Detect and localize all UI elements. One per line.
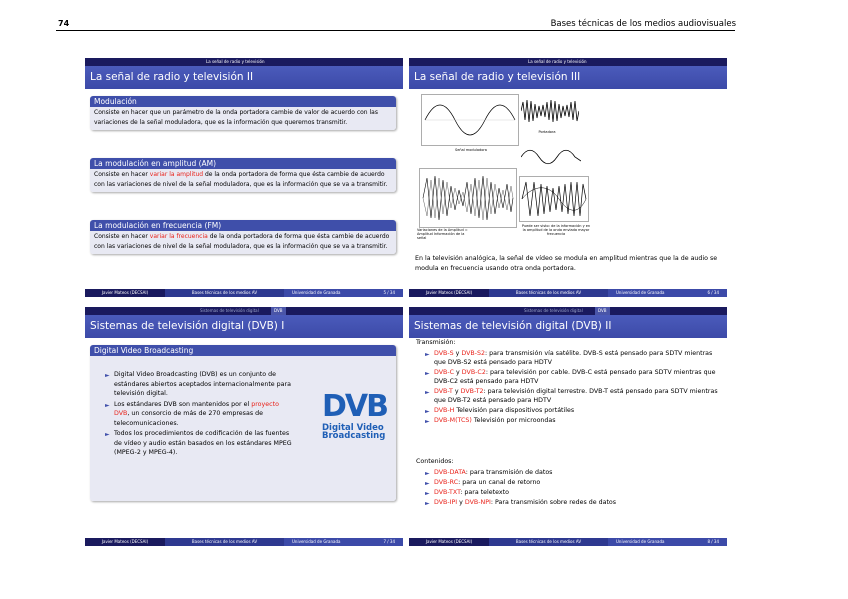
dvb-logo: [322, 390, 396, 450]
slide-title: La señal de radio y televisión III: [409, 66, 727, 89]
slide-text: En la televisión analógica, la señal de vídeo se modula en amplitud mientras que la de audio se modula en frecuencia usando otra onda portadora.: [415, 255, 718, 272]
list-text: : para televisión digital terrestre. DVB-T está pensado para SDTV mientras que DVB-T2 está pensado para HDTV: [434, 388, 718, 404]
slide-4: [409, 307, 727, 546]
block-text: Consiste en hacer: [94, 233, 150, 240]
contenidos-label: Contenidos:: [416, 458, 454, 465]
page-number: 74: [58, 19, 70, 28]
figure-label-frecuencia: Puede ser visto: de la información y en la amplitud de la onda enviada mayor frecuencia: [521, 224, 591, 236]
block-body: [90, 107, 396, 130]
list-item: [104, 429, 294, 458]
standard-link[interactable]: DVB-S2: [461, 350, 486, 357]
footer-university-block: [608, 289, 727, 297]
footer-university-block: [284, 289, 403, 297]
block-title: La modulación en amplitud (AM): [90, 158, 396, 169]
footer-author: Javier Mateos (DECSAI): [409, 289, 489, 297]
block-text: Consiste en hacer que un parámetro de la onda portadora cambie de valor de acuerdo con las variaciones de la señal moduladora, que es la información que queremos transmitir.: [94, 109, 378, 126]
bullet-icon: ►: [425, 500, 430, 507]
block-body: [90, 356, 396, 501]
standard-link[interactable]: DVB-TXT: [434, 489, 461, 496]
bullet-icon: ►: [425, 490, 430, 497]
list-text: Los estándares DVB son mantenidos por el: [114, 400, 252, 408]
highlight-text: variar la frecuencia: [149, 233, 208, 240]
contenidos-list: [424, 468, 724, 508]
list-text: : Para transmisión sobre redes de datos: [490, 499, 617, 506]
header-rule: [56, 30, 735, 31]
nav-tab-dvb[interactable]: DVB: [595, 307, 610, 315]
block-title: La modulación en frecuencia (FM): [90, 220, 396, 231]
list-text: Digital Video Broadcasting (DVB) es un conjunto de estándares abiertos aceptados internacionalmente para televisión digital.: [114, 371, 291, 397]
block-text: Consiste en hacer: [94, 171, 150, 178]
list-text: : para teletexto: [460, 489, 509, 496]
slide-footer: [409, 538, 727, 546]
footer-author: Javier Mateos (DECSAI): [409, 538, 489, 546]
footer-university: Universidad de Granada: [292, 539, 341, 544]
footer-page: 7 / 34: [383, 539, 395, 544]
list-item: [424, 406, 724, 415]
slide-1: [85, 58, 403, 297]
slide-footer: [85, 289, 403, 297]
footer-university: Universidad de Granada: [616, 290, 665, 295]
slide-2: [409, 58, 727, 297]
bullet-icon: ►: [105, 372, 110, 379]
list-item: [104, 370, 294, 399]
list-text: : para transmisión vía satélite. DVB-S está pensado para SDTV mientras que DVB-S2 está pensado para HDTV: [434, 350, 713, 366]
carrier-figure: [521, 148, 581, 166]
modulating-signal-figure: [421, 94, 519, 146]
bullet-icon: ►: [425, 470, 430, 477]
list-text: : para transmisión de datos: [465, 469, 553, 476]
list-item: [424, 468, 724, 477]
nav-tab-dvb[interactable]: DVB: [271, 307, 286, 315]
page-header-title: Bases técnicas de los medios audiovisuales: [550, 19, 736, 29]
list-item: [424, 478, 724, 487]
nav-section-digital[interactable]: Sistemas de televisión digital: [524, 308, 583, 313]
list-text: Televisión para dispositivos portátiles: [454, 407, 575, 414]
slide-nav: [85, 58, 403, 66]
footer-university: Universidad de Granada: [616, 539, 665, 544]
list-text: : para un canal de retorno: [458, 479, 541, 486]
list-item: [424, 368, 724, 386]
dvb-logo-letters: DVB: [322, 389, 387, 424]
standard-link[interactable]: DVB-C2: [461, 369, 486, 376]
slide-3: [85, 307, 403, 546]
list-text: : para televisión por cable. DVB-C está pensado para SDTV mientras que DVB-C2 está pensado para HDTV: [434, 369, 716, 385]
figure-label-portadora: Portadora: [538, 130, 556, 134]
nav-section-digital[interactable]: Sistemas de televisión digital: [200, 308, 259, 313]
footer-course: Bases técnicas de los medios AV: [489, 289, 608, 297]
am-overlay-figure: [419, 168, 517, 228]
dvb-bullet-list: [104, 370, 294, 459]
standard-link[interactable]: DVB-T: [434, 388, 453, 395]
slide-nav: [409, 58, 727, 66]
bullet-icon: ►: [425, 418, 430, 425]
transmision-label: Transmisión:: [416, 339, 456, 346]
bullet-icon: ►: [425, 389, 430, 396]
list-text: y: [454, 369, 462, 376]
bullet-icon: ►: [425, 370, 430, 377]
slide-footer: [85, 538, 403, 546]
footer-page: 8 / 34: [707, 539, 719, 544]
dvb-logo-line2: Broadcasting: [322, 431, 386, 441]
standard-link[interactable]: DVB-T2: [460, 388, 484, 395]
footer-course: Bases técnicas de los medios AV: [165, 538, 284, 546]
transmision-list: [424, 349, 724, 426]
bullet-icon: ►: [425, 480, 430, 487]
list-text: y: [453, 350, 462, 357]
list-item: [424, 387, 724, 405]
block-body: [90, 169, 396, 192]
list-item: [424, 416, 724, 425]
list-item: [424, 488, 724, 497]
standard-link[interactable]: DVB-RC: [434, 479, 459, 486]
footer-university: Universidad de Granada: [292, 290, 341, 295]
block-title: Digital Video Broadcasting: [90, 345, 396, 356]
block-title: Modulación: [90, 96, 396, 107]
standard-link[interactable]: DVB-S: [434, 350, 454, 357]
bullet-icon: ►: [105, 431, 110, 438]
block-dvb: [90, 345, 396, 501]
block-text: de la onda portadora de forma que ésta cambie de acuerdo con las variaciones de nivel de la señal moduladora, que es la información que se va a transmitir.: [94, 171, 388, 188]
dvb-logo-line1: Digital Video: [322, 423, 384, 433]
figure-label-signal: Señal moduladora: [455, 148, 487, 152]
footer-course: Bases técnicas de los medios AV: [165, 289, 284, 297]
standard-link[interactable]: DVB-C: [434, 369, 455, 376]
standard-link[interactable]: DVB-DATA: [434, 469, 466, 476]
bullet-icon: ►: [425, 408, 430, 415]
footer-page: 6 / 34: [707, 290, 719, 295]
standard-link[interactable]: DVB-H: [434, 407, 455, 414]
list-item: [104, 400, 294, 429]
am-waveform-figure: [521, 96, 579, 126]
block-modulacion: [90, 96, 396, 130]
list-text: , un consorcio de más de 270 empresas de telecomunicaciones.: [114, 410, 263, 427]
bullet-icon: ►: [105, 401, 110, 409]
footer-course: Bases técnicas de los medios AV: [489, 538, 608, 546]
standard-link[interactable]: DVB-IPI: [434, 499, 458, 506]
standard-link[interactable]: DVB-M(TCS): [434, 417, 472, 424]
footer-page: 5 / 34: [383, 290, 395, 295]
list-text: y: [457, 499, 465, 506]
list-text: Televisión por microondas: [471, 417, 556, 424]
standard-link[interactable]: DVB-NPI: [464, 499, 491, 506]
block-text: de la onda portadora de forma que ésta cambie de acuerdo con las variaciones de nivel de la señal moduladora, que es la información que se va a transmitir.: [94, 233, 390, 250]
figure-label-variaciones: Variaciones de la Amplitud = Amplitud Información de la señal: [417, 228, 468, 240]
slide-footer: [409, 289, 727, 297]
list-text: y: [452, 388, 461, 395]
proyecto-dvb-link[interactable]: proyecto DVB: [114, 400, 279, 417]
footer-author: Javier Mateos (DECSAI): [85, 538, 165, 546]
block-fm: [90, 220, 396, 254]
block-body: [90, 231, 396, 254]
list-item: [424, 349, 724, 367]
bullet-icon: ►: [425, 351, 430, 358]
nav-section-radio[interactable]: La señal de radio y televisión: [528, 59, 587, 64]
list-text: Todos los procedimientos de codificación de las fuentes de vídeo y audio están basados en los estándares MPEG (MPEG-2 y MPEG-4).: [114, 430, 292, 456]
slide-nav: [85, 307, 403, 315]
footer-university-block: [284, 538, 403, 546]
highlight-text: variar la amplitud: [149, 171, 204, 178]
list-item: [424, 498, 724, 507]
slide-title: Sistemas de televisión digital (DVB) I: [85, 315, 403, 338]
block-am: [90, 158, 396, 192]
slide-title: La señal de radio y televisión II: [85, 66, 403, 89]
fm-waveform-figure: [519, 176, 589, 222]
nav-section-radio[interactable]: La señal de radio y televisión: [206, 59, 265, 64]
footer-university-block: [608, 538, 727, 546]
slide-title: Sistemas de televisión digital (DVB) II: [409, 315, 727, 338]
slide-nav: [409, 307, 727, 315]
footer-author: Javier Mateos (DECSAI): [85, 289, 165, 297]
